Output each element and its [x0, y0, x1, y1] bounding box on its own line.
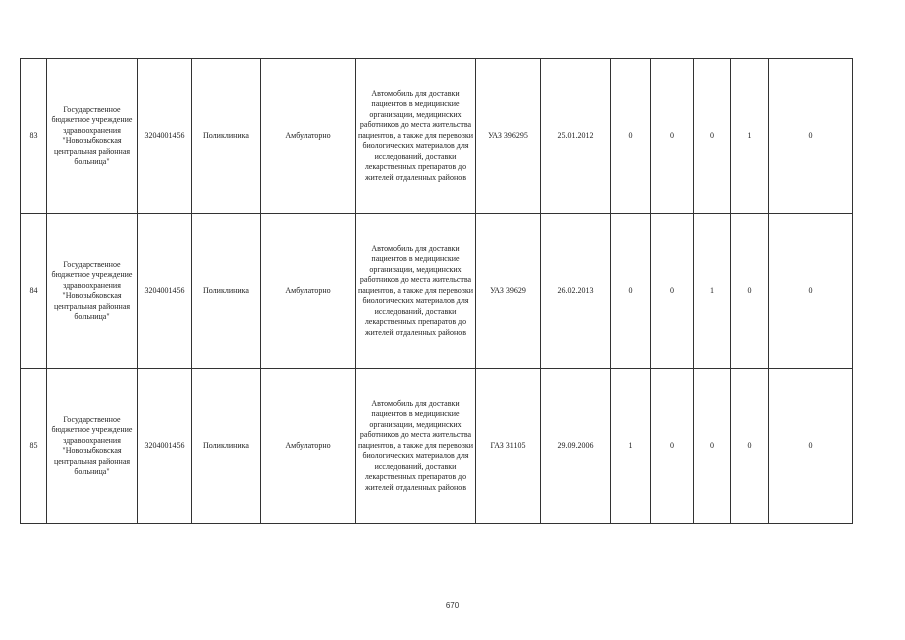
- count-col-4: 0: [731, 369, 769, 524]
- table-row: [21, 214, 853, 369]
- vehicle-registry-table: [20, 58, 853, 524]
- inn-code: 3204001456: [138, 214, 192, 369]
- count-col-4: 1: [731, 59, 769, 214]
- registration-date: 25.01.2012: [541, 59, 611, 214]
- vehicle-model: УАЗ 396295: [476, 59, 541, 214]
- row-number: 85: [21, 369, 47, 524]
- count-col-1: 0: [611, 59, 651, 214]
- count-col-3: 0: [694, 59, 731, 214]
- organization-name: Государственное бюджетное учреждение здравоохранения "Новозыбковская центральная районная больница": [47, 214, 138, 369]
- registration-date: 29.09.2006: [541, 369, 611, 524]
- care-type: Амбулаторно: [261, 214, 356, 369]
- vehicle-purpose: Автомобиль для доставки пациентов в медицинские организации, медицинских работников до места жительства пациентов, а также для перевозки биологических материалов для исследований, доставки лекарственных препаратов до жителей отдаленных районов: [356, 59, 476, 214]
- count-col-5: 0: [769, 59, 853, 214]
- department: Поликлиника: [192, 214, 261, 369]
- organization-name: Государственное бюджетное учреждение здравоохранения "Новозыбковская центральная районная больница": [47, 369, 138, 524]
- page-number: 670: [445, 601, 460, 610]
- table-row: [21, 59, 853, 214]
- department: Поликлиника: [192, 59, 261, 214]
- count-col-3: 0: [694, 369, 731, 524]
- vehicle-purpose: Автомобиль для доставки пациентов в медицинские организации, медицинских работников до места жительства пациентов, а также для перевозки биологических материалов для исследований, доставки лекарственных препаратов до жителей отдаленных районов: [356, 214, 476, 369]
- count-col-2: 0: [651, 214, 694, 369]
- count-col-2: 0: [651, 369, 694, 524]
- row-number: 84: [21, 214, 47, 369]
- count-col-1: 0: [611, 214, 651, 369]
- count-col-4: 0: [731, 214, 769, 369]
- registration-date: 26.02.2013: [541, 214, 611, 369]
- organization-name: Государственное бюджетное учреждение здравоохранения "Новозыбковская центральная районная больница": [47, 59, 138, 214]
- vehicle-purpose: Автомобиль для доставки пациентов в медицинские организации, медицинских работников до места жительства пациентов, а также для перевозки биологических материалов для исследований, доставки лекарственных препаратов до жителей отдаленных районов: [356, 369, 476, 524]
- care-type: Амбулаторно: [261, 59, 356, 214]
- count-col-5: 0: [769, 369, 853, 524]
- count-col-3: 1: [694, 214, 731, 369]
- count-col-1: 1: [611, 369, 651, 524]
- inn-code: 3204001456: [138, 369, 192, 524]
- table-row: [21, 369, 853, 524]
- department: Поликлиника: [192, 369, 261, 524]
- count-col-2: 0: [651, 59, 694, 214]
- row-number: 83: [21, 59, 47, 214]
- vehicle-model: ГАЗ 31105: [476, 369, 541, 524]
- count-col-5: 0: [769, 214, 853, 369]
- care-type: Амбулаторно: [261, 369, 356, 524]
- inn-code: 3204001456: [138, 59, 192, 214]
- vehicle-model: УАЗ 39629: [476, 214, 541, 369]
